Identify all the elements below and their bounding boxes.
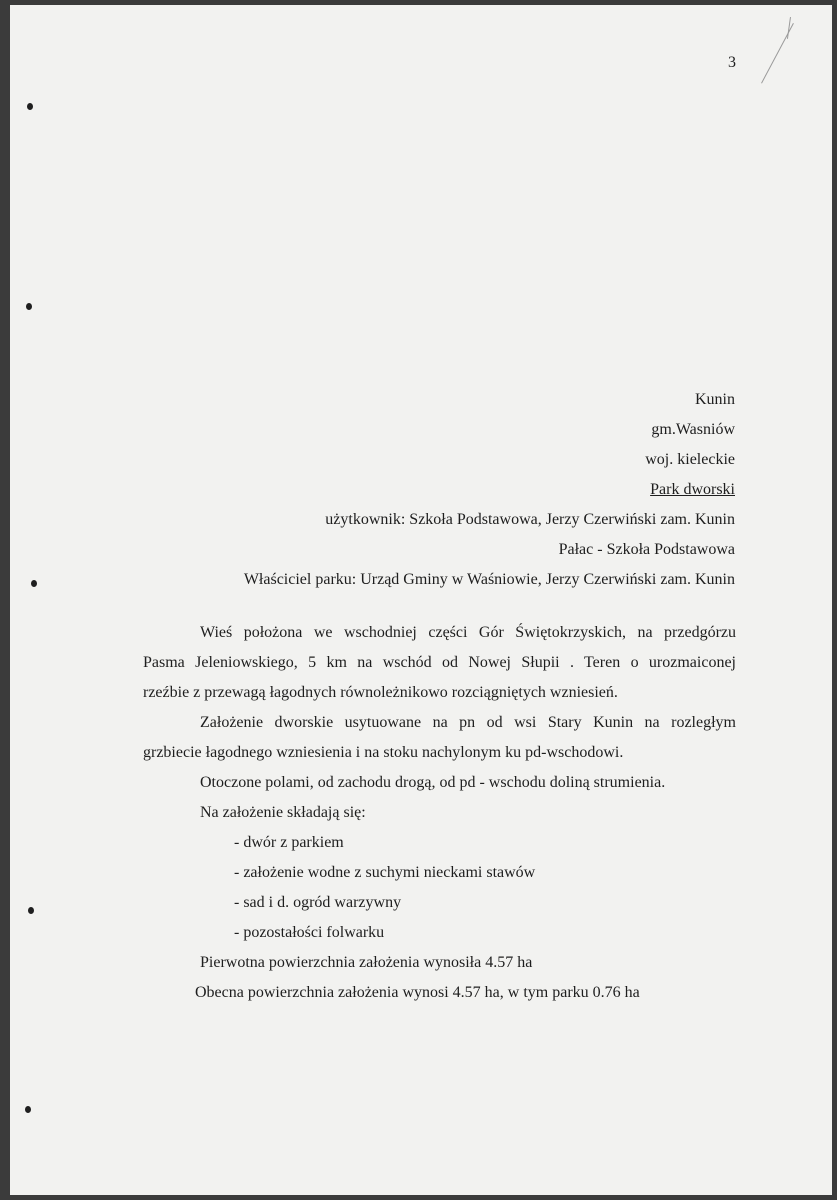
paragraph-line: rzeźbie z przewagą łagodnych równoleżnikowo rozciągniętych wzniesień. — [143, 684, 618, 701]
list-item: - sad i d. ogród warzywny — [234, 894, 402, 911]
paragraph-line: Wieś położona we wschodniej części Gór Świętokrzyskich, na przedgórzu — [200, 624, 736, 641]
paragraph-line: Obecna powierzchnia założenia wynosi 4.57 ha, w tym parku 0.76 ha — [195, 984, 640, 1001]
list-item: - dwór z parkiem — [234, 834, 344, 851]
punch-hole-icon — [28, 907, 34, 914]
document-page — [10, 5, 832, 1195]
user-line: użytkownik: Szkoła Podstawowa, Jerzy Czerwiński zam. Kunin — [325, 511, 735, 528]
page-number: 3 — [728, 54, 736, 71]
owner-line: Właściciel parku: Urząd Gminy w Waśniowie, Jerzy Czerwiński zam. Kunin — [243, 571, 735, 588]
village-name: Kunin — [695, 391, 735, 408]
paragraph-line: Pierwotna powierzchnia założenia wynosiła 4.57 ha — [200, 954, 533, 971]
voivodeship-name: woj. kieleckie — [645, 451, 735, 468]
paragraph-line: Pasma Jeleniowskiego, 5 km na wschód od Nowej Słupii . Teren o urozmaiconej — [143, 654, 736, 671]
document-title: Park dworski — [650, 481, 735, 498]
palace-line: Pałac - Szkoła Podstawowa — [558, 541, 735, 558]
list-item: - pozostałości folwarku — [234, 924, 385, 941]
punch-hole-icon — [25, 1106, 31, 1113]
paragraph-line: Założenie dworskie usytuowane na pn od wsi Stary Kunin na rozległym — [200, 714, 736, 731]
document-header — [244, 385, 735, 595]
list-item: - założenie wodne z suchymi nieckami stawów — [234, 864, 536, 881]
commune-name: gm.Wasniów — [651, 421, 735, 438]
paragraph-line: Otoczone polami, od zachodu drogą, od pd - wschodu doliną strumienia. — [200, 774, 666, 791]
paragraph-line: Na założenie składają się: — [200, 804, 366, 821]
punch-hole-icon — [26, 303, 32, 310]
punch-hole-icon — [27, 103, 33, 110]
paragraph-line: grzbiecie łagodnego wzniesienia i na stoku nachylonym ku pd-wschodowi. — [143, 744, 624, 761]
pencil-mark — [761, 23, 794, 84]
document-body — [143, 618, 736, 1008]
punch-hole-icon — [31, 580, 37, 587]
